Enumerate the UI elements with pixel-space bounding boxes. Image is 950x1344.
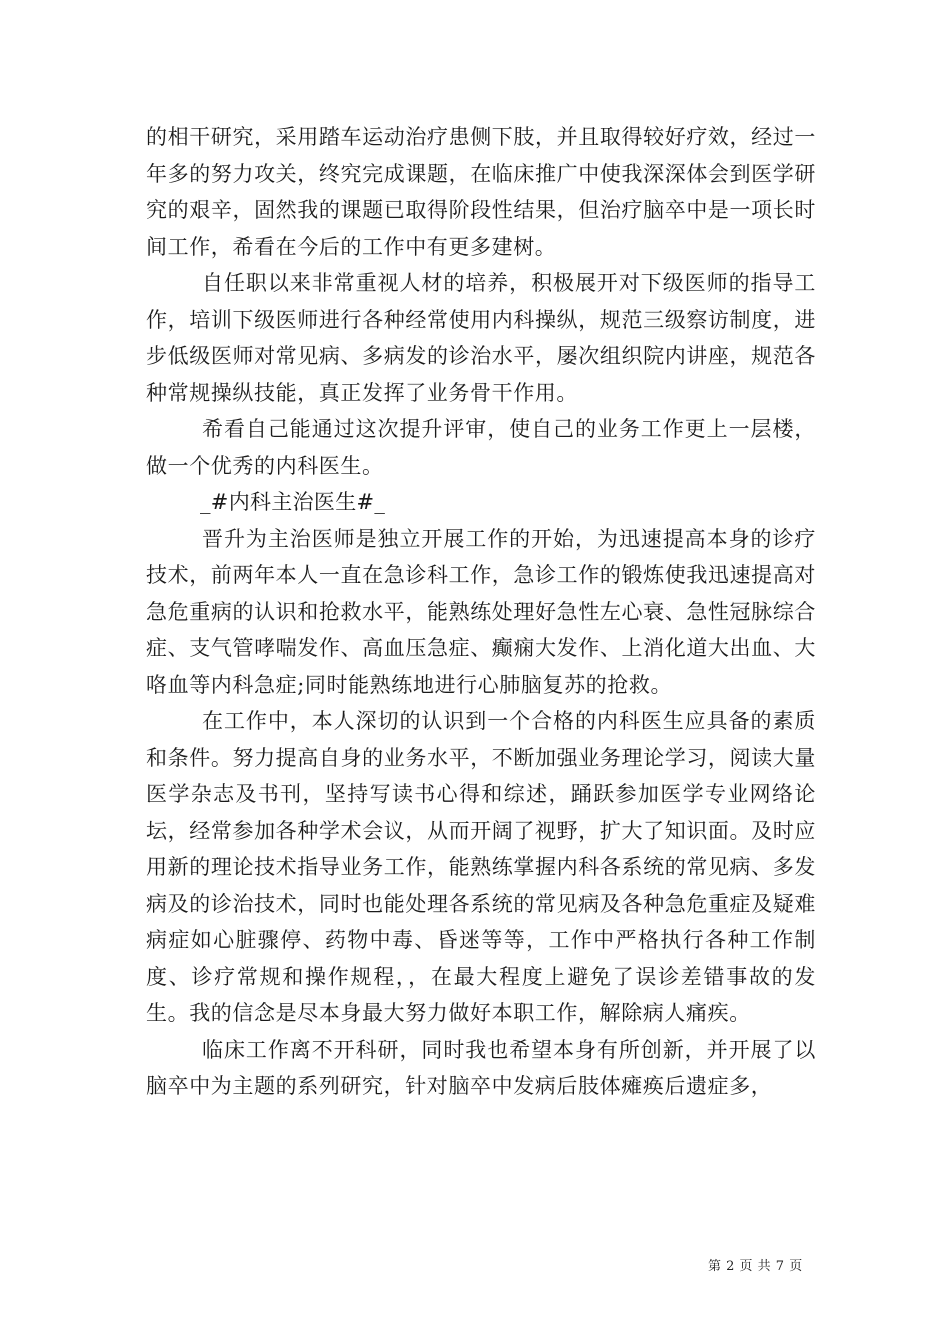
document-body <box>146 119 816 1105</box>
section-heading: _#内科主治医生#_ <box>200 490 386 514</box>
paragraph-promotion-hope: 希看自己能通过这次提升评审，使自己的业务工作更上一层楼，做一个优秀的内科医生。 <box>146 417 816 478</box>
paragraph-emergency-work: 晋升为主治医师是独立开展工作的开始，为迅速提高本身的诊疗技术，前两年本人一直在急诊科工作，急诊工作的锻炼使我迅速提高对急危重病的认识和抢救水平，能熟练处理好急性左心衰、急性冠脉综合症、支气管哮喘发作、高血压急症、癫痫大发作、上消化道大出血、大咯血等内科急症;同时能熟练地进行心肺脑复苏的抢救。 <box>146 526 816 697</box>
paragraph-continuation: 的相干研究，采用踏车运动治疗患侧下肢，并且取得较好疗效，经过一年多的努力攻关，终究完成课题，在临床推广中使我深深体会到医学研究的艰辛，固然我的课题已取得阶段性结果，但治疗脑卒中是一项长时间工作，希看在今后的工作中有更多建树。 <box>146 125 816 259</box>
paragraph-research: 临床工作离不开科研，同时我也希望本身有所创新，并开展了以脑卒中为主题的系列研究，针对脑卒中发病后肢体瘫痪后遗症多， <box>146 1037 816 1098</box>
page-number-footer: 第 2 页 共 7 页 <box>708 1259 803 1274</box>
paragraph-work-attitude: 在工作中，本人深切的认识到一个合格的内科医生应具备的素质和条件。努力提高自身的业务水平，不断加强业务理论学习，阅读大量医学杂志及书刊，坚持写读书心得和综述，踊跃参加医学专业网络论坛，经常参加各种学术会议，从而开阔了视野，扩大了知识面。及时应用新的理论技术指导业务工作，能熟练掌握内科各系统的常见病、多发病及的诊治技术，同时也能处理各系统的常见病及各种急危重症及疑难病症如心脏骤停、药物中毒、昏迷等等，工作中严格执行各种工作制度、诊疗常规和操作规程，，在最大程度上避免了误诊差错事故的发生。我的信念是尽本身最大努力做好本职工作，解除病人痛疾。 <box>146 709 816 1025</box>
paragraph-talent-training: 自任职以来非常重视人材的培养，积极展开对下级医师的指导工作，培训下级医师进行各种经常使用内科操纵，规范三级察访制度，进步低级医师对常见病、多病发的诊治水平，屡次组织院内讲座，规范各种常规操纵技能，真正发挥了业务骨干作用。 <box>146 271 816 405</box>
